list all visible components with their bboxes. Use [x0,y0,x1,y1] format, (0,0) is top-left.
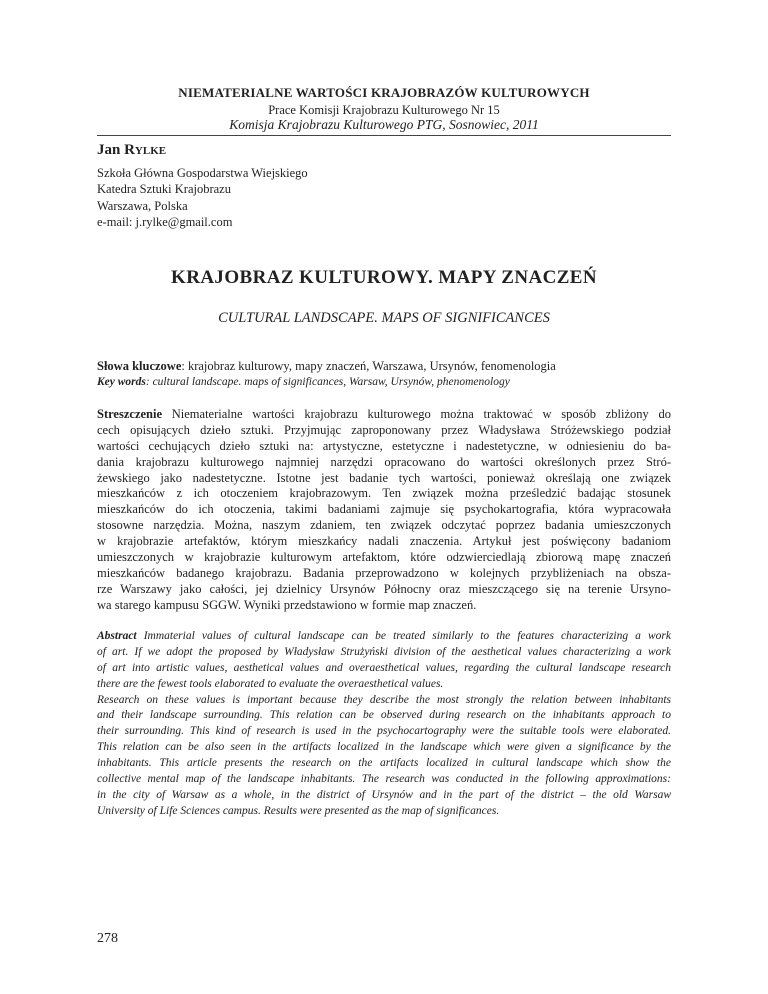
keywords-section [97,359,671,391]
abstract-line [97,598,671,614]
affiliation-email: e-mail: j.rylke@gmail.com [97,214,233,229]
keywords-pl [97,359,671,375]
abstract-line [97,486,671,502]
abstract-en [97,629,671,820]
abstract-line-text: rze Warszawy jako całości, jej dzielnicy Ursynów Północny oraz mieszczącego się na terenie Ursyno- [97,581,671,596]
abstract-line-text: stosowne narzędzia. Można, naszym zdaniem, ten związek odczytać poprzez badania umieszczonych [97,518,671,533]
abstract-line [97,740,671,756]
abstract-line-text: umieszczonych w krajobrazie kulturowym artefaktom, które odzwierciedlają zbiorową mapę znaczeń [97,550,671,565]
abstract-line [97,502,671,518]
keywords-en-label: Key words [97,375,146,388]
abstract-line-text: University of Life Sciences campus. Results were presented as the map of significances. [97,804,500,817]
author-last-name: Rylke [124,142,167,158]
abstract-line-text: Research on these values is important because they describe the most strongly the relation between inhabitants [97,693,671,706]
abstract-line-text: Niematerialne wartości krajobrazu kulturowego można traktować w sposób zbliżony do [162,407,671,421]
abstract-line [97,645,671,661]
abstract-line-text: there are the fewest tools elaborated to evaluate the overaesthetical values. [97,677,444,690]
abstract-line [97,693,671,709]
abstract-line [97,756,671,772]
abstract-line-text: collective mental map of the landscape inhabitants. The research was conducted in the following approximations: [97,773,671,786]
abstract-line-text: inhabitants. This article presents the research on the artifacts localized in cultural landscape which show the [97,757,671,770]
abstract-line-text: mieszkańców do ich otoczenia, takimi badaniami zajmuje się psychokartografia, która wypracowała [97,502,671,517]
keywords-pl-label: Słowa kluczowe [97,359,182,373]
abstract-line-text: This relation can be also seen in the artifacts localized in the landscape which were given a significance by the [97,741,671,754]
abstract-line [97,724,671,740]
abstract-line [97,708,671,724]
abstract-line [97,677,671,693]
keywords-en-text: : cultural landscape. maps of significances, Warsaw, Ursynów, phenomenology [145,375,510,388]
abstract-line-text: mieszkańców badanego krajobrazu. Badania przeprowadzono w kolejnych przybliżeniach na obsza- [97,565,671,580]
abstract-line-text: in the city of Warsaw as a whole, in the district of Ursynów and in the part of the district – the old Warsaw [97,788,671,801]
abstract-line-text: mieszkańców z ich otoczeniem krajobrazowym. Ten związek można prześledzić badając stosunek [97,486,671,501]
abstract-line [97,471,671,487]
abstract-line [97,550,671,566]
affiliation-line: Warszawa, Polska [97,198,188,213]
article-title: KRAJOBRAZ KULTUROWY. MAPY ZNACZEŃ [171,267,597,288]
affiliation-line: Szkoła Główna Gospodarstwa Wiejskiego [97,166,308,180]
abstract-line-text: cech opisujących dzieło sztuki. Przyjmując zaproponowany przez Władysława Stróżewskiego podział [97,422,671,437]
abstract-line [97,661,671,677]
abstract-line [97,772,671,788]
author-affiliation [97,165,308,230]
publisher-line: Komisja Krajobrazu Kulturowego PTG, Sosnowiec, 2011 [229,117,539,132]
series-title: Prace Komisji Krajobrazu Kulturowego Nr 15 [268,103,500,117]
author-name [97,141,166,159]
abstract-line [97,518,671,534]
abstract-line [97,629,671,645]
abstract-pl [97,407,671,614]
affiliation-line: Katedra Sztuki Krajobrazu [97,182,231,197]
abstract-label: Streszczenie [97,407,163,421]
abstract-line [97,534,671,550]
abstract-line-text: of art. If we adopt the proposed by Władysław Strużyński division of the aesthetical values characterizing a work [97,645,671,658]
volume-title: NIEMATERIALNE WARTOŚCI KRAJOBRAZÓW KULTUROWYCH [178,85,590,100]
article-subtitle: CULTURAL LANDSCAPE. MAPS OF SIGNIFICANCES [218,310,550,326]
abstract-line [97,455,671,471]
abstract-line [97,566,671,582]
header-rule [97,135,671,136]
abstract-label: Abstract [97,630,137,642]
abstract-line-text: żewskiego jako nadestetyczne. Istotne jest badanie tych wartości, ponieważ określają one związek [97,470,671,485]
abstract-line [97,407,671,423]
abstract-line [97,582,671,598]
abstract-line-text: wartości cechujących dzieło sztuki na: artystyczne, estetyczne i nadestetyczne, w odniesieniu do ba- [97,438,671,453]
abstract-line [97,788,671,804]
abstract-line [97,439,671,455]
page-number: 278 [97,931,118,946]
abstract-line-text: their surrounding. This kind of research is used in the psychocartography were the suitable tools were elaborated. [97,725,671,738]
abstract-line-text: dania krajobrazu kulturowego najmniej narzędzi opracowano do wartości określonych przez Stró- [97,454,671,469]
abstract-line-text: wa starego kampusu SGGW. Wyniki przedstawiono w formie map znaczeń. [97,597,477,612]
abstract-line-text: and their landscape surrounding. This relation can be observed during research on the inhabitants approach to [97,709,671,722]
abstract-line-text: Immaterial values of cultural landscape can be treated similarly to the features characterizing a work [136,630,671,642]
author-first-name: Jan [97,142,121,158]
keywords-en [97,375,671,391]
keywords-pl-text: : krajobraz kulturowy, mapy znaczeń, Warszawa, Ursynów, fenomenologia [181,359,556,373]
abstract-line-text: of art into artistic values, aesthetical values and overaesthetical values, regarding the cultural landscape research [97,661,671,674]
abstract-line [97,423,671,439]
abstract-line-text: w krajobrazie artefaktów, którym mieszkańcy nadali znaczenia. Artykuł jest poświęcony badaniom [97,534,671,549]
abstract-line [97,804,671,820]
